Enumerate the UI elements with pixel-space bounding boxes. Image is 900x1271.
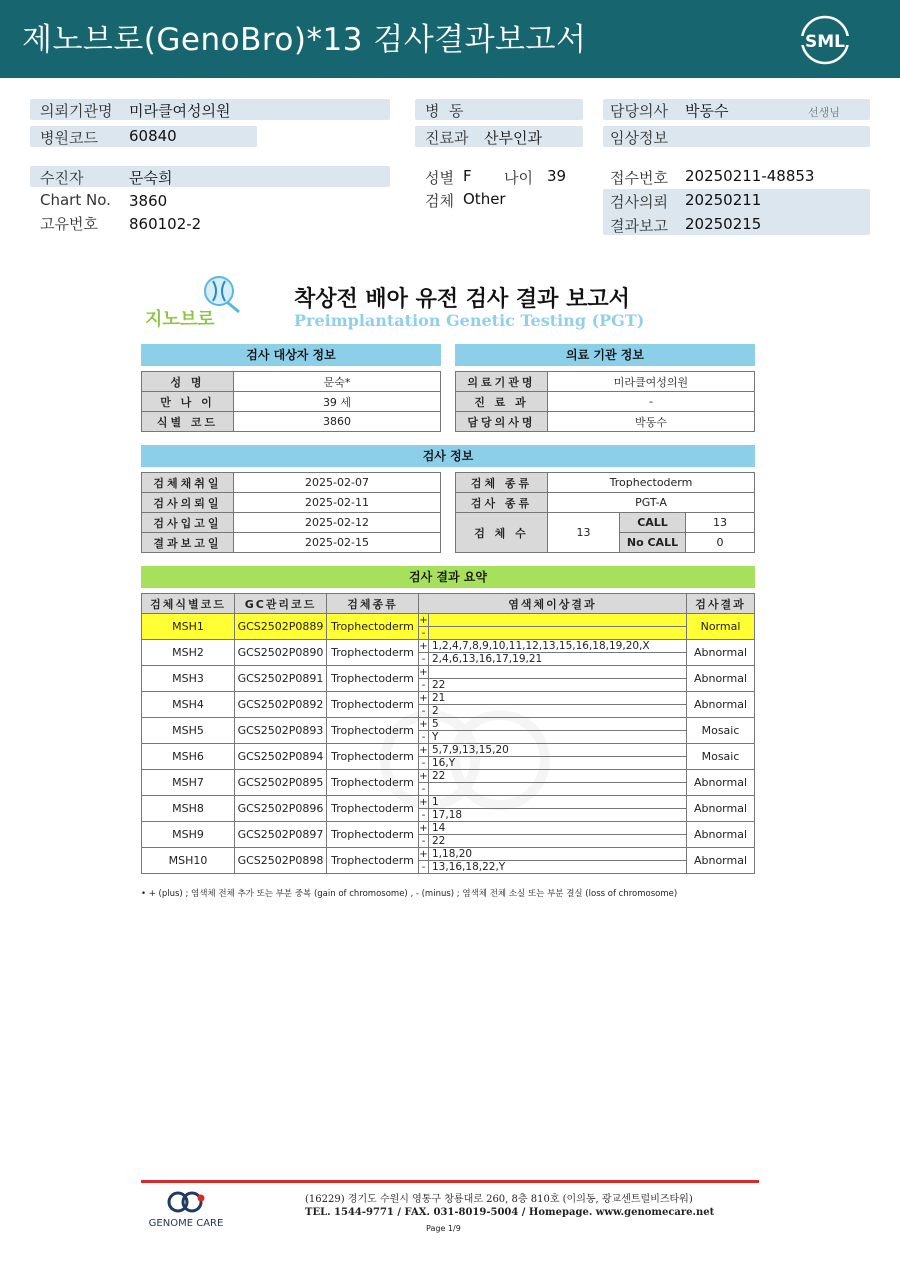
result-cell: Abnormal bbox=[687, 796, 755, 822]
subject-id-label: 식별 코드 bbox=[142, 412, 234, 432]
sample-id-cell: MSH10 bbox=[142, 848, 235, 874]
chart-label: Chart No. bbox=[40, 191, 111, 209]
report-header-bar bbox=[0, 0, 900, 78]
sample-id-cell: MSH2 bbox=[142, 640, 235, 666]
inst-name-label: 의료기관명 bbox=[456, 372, 548, 392]
receive-value: 2025-02-12 bbox=[234, 513, 441, 533]
subject-name-label: 성 명 bbox=[142, 372, 234, 392]
uid-value: 860102-2 bbox=[129, 215, 202, 233]
nocall-value: 0 bbox=[686, 533, 755, 553]
dept-label: 진료과 bbox=[425, 129, 469, 147]
col-gc-code: GC관리코드 bbox=[235, 594, 327, 614]
sample-type-cell: Trophectoderm bbox=[327, 666, 419, 692]
spec-type-value: Trophectoderm bbox=[548, 473, 755, 493]
subject-info-header: 검사 대상자 정보 bbox=[141, 344, 441, 366]
plus-sign: + bbox=[419, 822, 428, 834]
minus-chromosomes: 2 bbox=[429, 705, 687, 718]
plus-chromosomes: 1,2,4,7,8,9,10,11,12,13,15,16,18,19,20,X bbox=[429, 640, 687, 653]
inst-dept-value: - bbox=[548, 392, 755, 412]
footer-contact: TEL. 1544-9771 / FAX. 031-8019-5004 / Homepage. www.genomecare.net bbox=[305, 1207, 715, 1218]
minus-sign: - bbox=[419, 653, 429, 666]
result-cell: Abnormal bbox=[687, 666, 755, 692]
genobro-logo-text: 지노브로 bbox=[145, 309, 215, 330]
subject-age-label: 만 나 이 bbox=[142, 392, 234, 412]
minus-sign: - bbox=[419, 679, 429, 692]
doctor-label: 담당의사 bbox=[610, 102, 668, 120]
sample-type-cell: Trophectoderm bbox=[327, 692, 419, 718]
sample-id-cell: MSH9 bbox=[142, 822, 235, 848]
col-sample-id: 검체식별코드 bbox=[142, 594, 235, 614]
genobro-logo bbox=[143, 272, 255, 330]
collect-value: 2025-02-07 bbox=[234, 473, 441, 493]
test-dates-table bbox=[141, 472, 441, 553]
minus-chromosomes bbox=[429, 783, 687, 796]
sml-logo bbox=[799, 14, 851, 66]
patient-pill bbox=[30, 166, 390, 187]
sex-value: F bbox=[463, 167, 472, 185]
test-info-header: 검사 정보 bbox=[141, 445, 755, 467]
minus-chromosomes: 22 bbox=[429, 679, 687, 692]
minus-sign: - bbox=[419, 731, 429, 744]
minus-chromosomes: Y bbox=[429, 731, 687, 744]
report-value: 20250215 bbox=[685, 215, 762, 233]
gc-code-cell: GCS2502P0898 bbox=[235, 848, 327, 874]
footer-line bbox=[141, 1180, 759, 1183]
sample-id-cell: MSH5 bbox=[142, 718, 235, 744]
subject-id-value: 3860 bbox=[234, 412, 441, 432]
request-label: 검사의뢰 bbox=[610, 193, 668, 211]
call-label: CALL bbox=[620, 513, 686, 533]
minus-sign: - bbox=[419, 861, 429, 874]
uid-label: 고유번호 bbox=[40, 215, 98, 233]
result-cell: Mosaic bbox=[687, 718, 755, 744]
age-label: 나이 bbox=[504, 169, 533, 187]
chart-value: 3860 bbox=[129, 192, 168, 210]
report-label: 결과보고 bbox=[610, 217, 668, 235]
table-row bbox=[142, 796, 755, 809]
patient-value: 문숙희 bbox=[129, 169, 173, 187]
sex-label: 성별 bbox=[425, 169, 454, 187]
report-title: 착상전 배아 유전 검사 결과 보고서 bbox=[294, 287, 630, 312]
genome-care-logo bbox=[140, 1190, 232, 1232]
receipt-value: 20250211-48853 bbox=[685, 167, 815, 185]
gc-code-cell: GCS2502P0890 bbox=[235, 640, 327, 666]
result-cell: Abnormal bbox=[687, 848, 755, 874]
receive-label: 검사입고일 bbox=[142, 513, 234, 533]
minus-sign: - bbox=[419, 705, 429, 718]
footer-address: (16229) 경기도 수원시 영통구 창룡대로 260, 8층 810호 (이의동, 광교센트럴비즈타워) bbox=[305, 1194, 693, 1205]
receipt-label: 접수번호 bbox=[610, 169, 668, 187]
doctor-suffix: 선생님 bbox=[808, 106, 840, 119]
minus-sign: - bbox=[419, 809, 429, 822]
test-report-value: 2025-02-15 bbox=[234, 533, 441, 553]
nocall-label: No CALL bbox=[620, 533, 686, 553]
sample-id-cell: MSH7 bbox=[142, 770, 235, 796]
table-row bbox=[142, 666, 755, 679]
plus-chromosomes: 1,18,20 bbox=[429, 848, 687, 861]
institution-label: 의뢰기관명 bbox=[40, 102, 113, 120]
plus-chromosomes: 22 bbox=[429, 770, 687, 783]
col-chromosome-result: 염색체이상결과 bbox=[419, 594, 687, 614]
minus-chromosomes: 2,4,6,13,16,17,19,21 bbox=[429, 653, 687, 666]
col-sample-type: 검체종류 bbox=[327, 594, 419, 614]
plus-sign: + bbox=[419, 614, 428, 626]
summary-header: 검사 결과 요약 bbox=[141, 566, 755, 588]
result-cell: Abnormal bbox=[687, 770, 755, 796]
test-request-value: 2025-02-11 bbox=[234, 493, 441, 513]
table-row bbox=[142, 848, 755, 861]
collect-label: 검체채취일 bbox=[142, 473, 234, 493]
sample-id-cell: MSH3 bbox=[142, 666, 235, 692]
table-row bbox=[142, 692, 755, 705]
hospital-code-value: 60840 bbox=[129, 127, 177, 145]
gc-code-cell: GCS2502P0889 bbox=[235, 614, 327, 640]
sample-type-cell: Trophectoderm bbox=[327, 796, 419, 822]
sample-type-cell: Trophectoderm bbox=[327, 614, 419, 640]
doctor-value: 박동수 bbox=[685, 102, 729, 120]
table-row bbox=[142, 770, 755, 783]
test-spec-table bbox=[455, 472, 755, 553]
sample-id-cell: MSH8 bbox=[142, 796, 235, 822]
minus-chromosomes: 13,16,18,22,Y bbox=[429, 861, 687, 874]
gc-code-cell: GCS2502P0892 bbox=[235, 692, 327, 718]
sample-id-cell: MSH4 bbox=[142, 692, 235, 718]
hospital-code-label: 병원코드 bbox=[40, 129, 98, 147]
institution-value: 미라클여성의원 bbox=[129, 102, 231, 120]
gc-code-cell: GCS2502P0897 bbox=[235, 822, 327, 848]
plus-chromosomes: 5,7,9,13,15,20 bbox=[429, 744, 687, 757]
clinical-label: 임상정보 bbox=[610, 129, 668, 147]
plus-chromosomes bbox=[429, 614, 687, 627]
plus-sign: + bbox=[419, 640, 428, 652]
plus-sign: + bbox=[419, 718, 428, 730]
count-value: 13 bbox=[548, 513, 620, 553]
plus-chromosomes bbox=[429, 666, 687, 679]
sample-id-cell: MSH6 bbox=[142, 744, 235, 770]
minus-sign: - bbox=[419, 757, 429, 770]
sample-type-cell: Trophectoderm bbox=[327, 770, 419, 796]
results-table bbox=[141, 593, 755, 874]
test-type-value: PGT-A bbox=[548, 493, 755, 513]
plus-sign: + bbox=[419, 666, 428, 678]
spec-type-label: 검체 종류 bbox=[456, 473, 548, 493]
sample-type-cell: Trophectoderm bbox=[327, 822, 419, 848]
col-test-result: 검사결과 bbox=[687, 594, 755, 614]
table-row bbox=[142, 640, 755, 653]
plus-sign: + bbox=[419, 692, 428, 704]
institution-info-header: 의료 기관 정보 bbox=[455, 344, 755, 366]
inst-dept-label: 진 료 과 bbox=[456, 392, 548, 412]
minus-sign: - bbox=[419, 627, 429, 640]
subject-age-value: 39 세 bbox=[234, 392, 441, 412]
result-cell: Abnormal bbox=[687, 692, 755, 718]
test-type-label: 검사 종류 bbox=[456, 493, 548, 513]
minus-sign: - bbox=[419, 783, 429, 796]
request-value: 20250211 bbox=[685, 191, 762, 209]
plus-chromosomes: 5 bbox=[429, 718, 687, 731]
gc-code-cell: GCS2502P0891 bbox=[235, 666, 327, 692]
table-row bbox=[142, 822, 755, 835]
sample-id-cell: MSH1 bbox=[142, 614, 235, 640]
age-value: 39 bbox=[547, 167, 567, 185]
institution-info-table bbox=[455, 371, 755, 432]
subject-info-table bbox=[141, 371, 441, 432]
sample-type-cell: Trophectoderm bbox=[327, 640, 419, 666]
result-cell: Abnormal bbox=[687, 822, 755, 848]
plus-chromosomes: 21 bbox=[429, 692, 687, 705]
result-cell: Mosaic bbox=[687, 744, 755, 770]
inst-doctor-value: 박동수 bbox=[548, 412, 755, 432]
gc-code-cell: GCS2502P0893 bbox=[235, 718, 327, 744]
result-cell: Abnormal bbox=[687, 640, 755, 666]
minus-chromosomes bbox=[429, 627, 687, 640]
minus-chromosomes: 22 bbox=[429, 835, 687, 848]
legend-note: • + (plus) ; 염색체 전체 추가 또는 부분 중복 (gain of chromosome) , - (minus) ; 염색체 전체 소실 또는 부분 결실 (loss of chromosome) bbox=[141, 889, 678, 899]
report-subtitle: Preimplantation Genetic Testing (PGT) bbox=[294, 311, 645, 330]
sample-type-cell: Trophectoderm bbox=[327, 718, 419, 744]
call-value: 13 bbox=[686, 513, 755, 533]
minus-sign: - bbox=[419, 835, 429, 848]
gc-code-cell: GCS2502P0894 bbox=[235, 744, 327, 770]
sample-type-cell: Trophectoderm bbox=[327, 848, 419, 874]
inst-doctor-label: 담당의사명 bbox=[456, 412, 548, 432]
dept-value: 산부인과 bbox=[484, 129, 542, 147]
plus-sign: + bbox=[419, 770, 428, 782]
table-row bbox=[142, 614, 755, 627]
count-label: 검 체 수 bbox=[456, 513, 548, 553]
result-cell: Normal bbox=[687, 614, 755, 640]
test-request-label: 검사의뢰일 bbox=[142, 493, 234, 513]
test-report-label: 결과보고일 bbox=[142, 533, 234, 553]
genome-care-logo-text: GENOME CARE bbox=[148, 1218, 224, 1229]
plus-sign: + bbox=[419, 848, 428, 860]
plus-chromosomes: 1 bbox=[429, 796, 687, 809]
table-row bbox=[142, 718, 755, 731]
plus-sign: + bbox=[419, 796, 428, 808]
sml-logo-text: SML bbox=[805, 32, 845, 52]
table-row bbox=[142, 744, 755, 757]
subject-name-value: 문숙* bbox=[234, 372, 441, 392]
specimen-value: Other bbox=[463, 190, 506, 208]
minus-chromosomes: 17,18 bbox=[429, 809, 687, 822]
gc-code-cell: GCS2502P0895 bbox=[235, 770, 327, 796]
sample-type-cell: Trophectoderm bbox=[327, 744, 419, 770]
gc-code-cell: GCS2502P0896 bbox=[235, 796, 327, 822]
page-number: Page 1/9 bbox=[426, 1224, 461, 1233]
footer-address-block bbox=[305, 1193, 714, 1219]
page-title: 제노브로(GenoBro)*13 검사결과보고서 bbox=[22, 22, 587, 58]
plus-chromosomes: 14 bbox=[429, 822, 687, 835]
minus-chromosomes: 16,Y bbox=[429, 757, 687, 770]
inst-name-value: 미라클여성의원 bbox=[548, 372, 755, 392]
patient-label: 수진자 bbox=[40, 169, 84, 187]
specimen-label: 검체 bbox=[425, 192, 454, 210]
plus-sign: + bbox=[419, 744, 428, 756]
ward-label: 병 동 bbox=[425, 102, 464, 120]
